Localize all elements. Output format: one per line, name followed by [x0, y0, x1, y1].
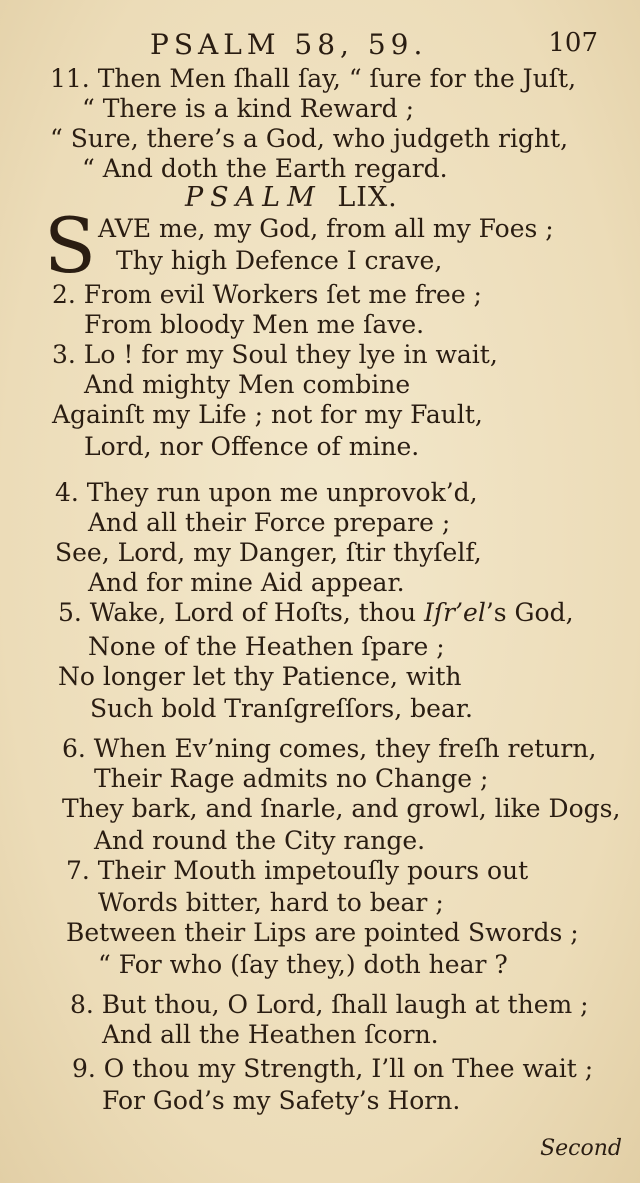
- psalm-title: [185, 182, 398, 213]
- verse-line: 8. But thou, O Lord, ſhall laugh at them ;: [70, 990, 589, 1019]
- verse-line: 7. Their Mouth impetouſly pours out: [66, 856, 529, 885]
- verse-line: 4. They run upon me unprovok’d,: [55, 478, 478, 507]
- verse-line: No longer let thy Patience, with: [58, 662, 462, 691]
- verse-line: They bark, and ſnarle, and growl, like Dogs,: [62, 794, 621, 823]
- verse-line: Such bold Tranſgreſſors, bear.: [90, 694, 473, 723]
- verse-line: Between their Lips are pointed Swords ;: [66, 918, 579, 947]
- verse-line: Againſt my Life ; not for my Fault,: [52, 400, 483, 429]
- verse-line: From bloody Men me ſave.: [84, 310, 425, 339]
- verse-line: None of the Heathen ſpare ;: [88, 632, 445, 661]
- psalm-title-number: LIX.: [337, 182, 398, 213]
- verse-line: Words bitter, hard to bear ;: [98, 888, 444, 917]
- verse-italic-word: Iſr’el: [424, 598, 486, 627]
- verse-text: ’s God,: [485, 598, 574, 627]
- psalm-title-label: PSALM: [185, 182, 322, 213]
- verse-line: Their Rage admits no Change ;: [94, 764, 489, 793]
- verse-line: Lord, nor Offence of mine.: [84, 432, 420, 461]
- verse-line: [58, 598, 574, 628]
- drop-cap: S: [44, 201, 97, 290]
- verse-line: “ For who (ſay they,) doth hear ?: [98, 950, 508, 979]
- verse-line: And mighty Men combine: [84, 370, 411, 399]
- verse-line: “ Sure, there’s a God, who judgeth right,: [50, 124, 569, 153]
- verse-line: And all their Force prepare ;: [88, 508, 451, 537]
- catchword: Second: [540, 1136, 622, 1161]
- verse-line: And all the Heathen ſcorn.: [102, 1020, 439, 1049]
- verse-line: “ There is a kind Reward ;: [82, 94, 415, 123]
- verse-line: 3. Lo ! for my Soul they lye in wait,: [52, 340, 498, 369]
- verse-line: Thy high Defence I crave,: [116, 246, 443, 275]
- page-number: 107: [548, 28, 598, 58]
- verse-line: “ And doth the Earth regard.: [82, 154, 448, 183]
- running-head: PSALM 58, 59.: [150, 28, 428, 61]
- verse-line: See, Lord, my Danger, ſtir thyſelf,: [55, 538, 482, 567]
- verse-line: 11. Then Men ſhall ſay, “ ſure for the Juſt,: [50, 64, 577, 93]
- verse-line: 2. From evil Workers ſet me free ;: [52, 280, 482, 309]
- verse-line: 6. When Ev’ning comes, they freſh return,: [62, 734, 597, 763]
- page-header: [0, 28, 640, 64]
- verse-line: For God’s my Safety’s Horn.: [102, 1086, 461, 1115]
- verse-text: 5. Wake, Lord of Hoſts, thou: [58, 598, 424, 627]
- verse-line: 9. O thou my Strength, I’ll on Thee wait ;: [72, 1054, 594, 1083]
- verse-line: And for mine Aid appear.: [88, 568, 405, 597]
- verse-line: And round the City range.: [94, 826, 426, 855]
- verse-line: AVE me, my God, from all my Foes ;: [98, 214, 554, 243]
